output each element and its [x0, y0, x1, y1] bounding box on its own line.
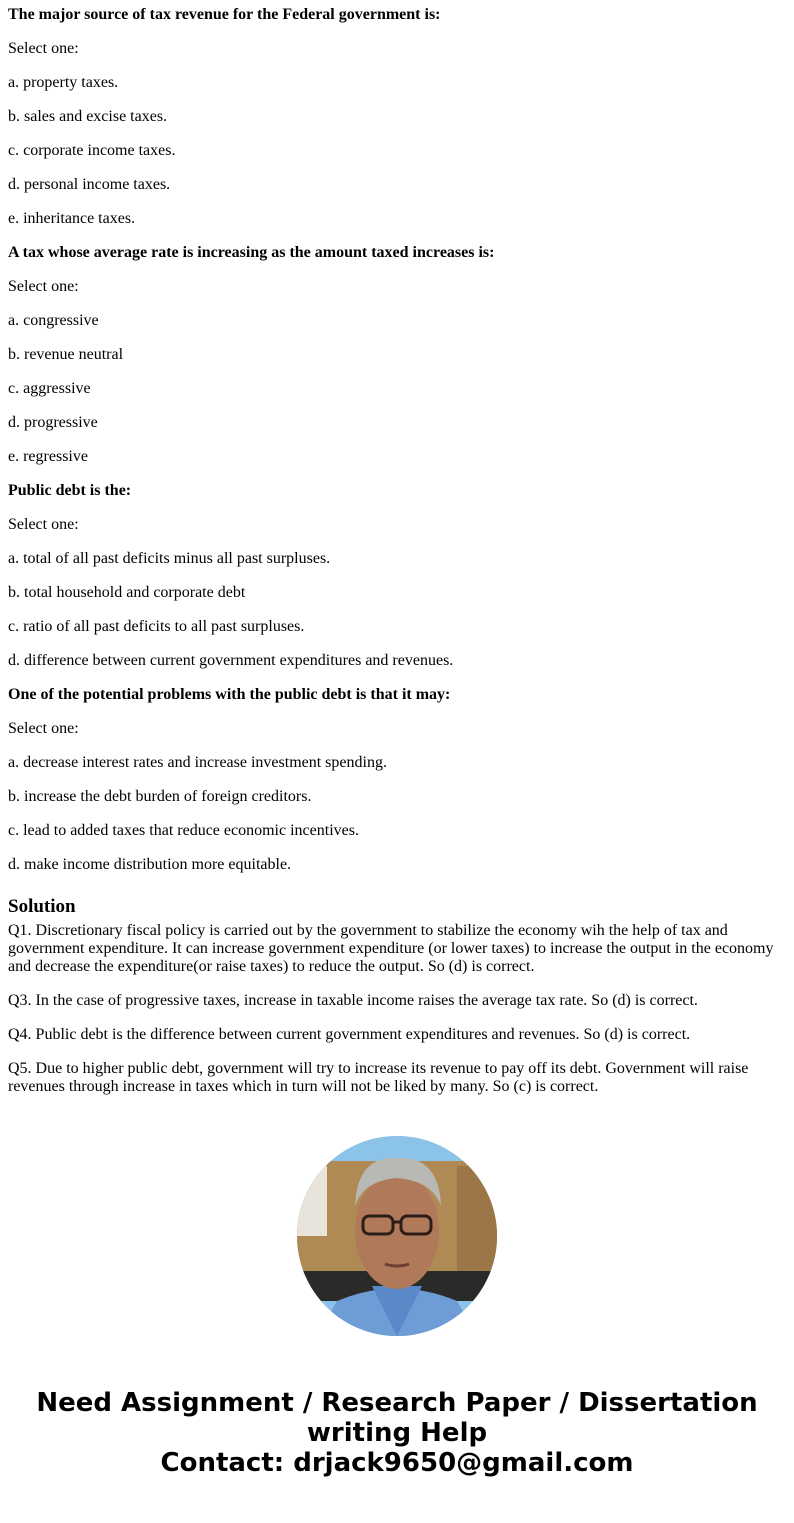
- option-row: [8, 102, 786, 136]
- option-b: b. sales and excise taxes.: [8, 108, 168, 125]
- option-row: [8, 816, 786, 850]
- author-photo: [297, 1136, 497, 1336]
- option-row: [8, 442, 786, 476]
- option-row: [8, 782, 786, 816]
- question-title-row: [8, 680, 786, 714]
- promo-line-1: Need Assignment / Research Paper / Dissertation: [36, 1388, 758, 1418]
- option-row: [8, 612, 786, 646]
- option-a: a. property taxes.: [8, 74, 119, 91]
- option-row: [8, 340, 786, 374]
- option-row: [8, 850, 786, 884]
- option-row: [8, 408, 786, 442]
- question-title: Public debt is the:: [8, 482, 132, 499]
- option-row: [8, 748, 786, 782]
- option-e: e. inheritance taxes.: [8, 210, 136, 227]
- option-row: [8, 374, 786, 408]
- select-prompt: Select one:: [8, 516, 79, 533]
- question-title: One of the potential problems with the public debt is that it may:: [8, 686, 451, 703]
- option-b: b. revenue neutral: [8, 346, 124, 363]
- solution-paragraph-q3: Q3. In the case of progressive taxes, increase in taxable income raises the average tax rate. So (d) is correct.: [8, 992, 698, 1009]
- solution-section: [8, 884, 786, 1096]
- select-prompt: Select one:: [8, 278, 79, 295]
- question-title-row: [8, 238, 786, 272]
- option-row: [8, 136, 786, 170]
- option-d: d. make income distribution more equitable.: [8, 856, 292, 873]
- option-row: [8, 544, 786, 578]
- option-row: [8, 578, 786, 612]
- question-title-row: [8, 476, 786, 510]
- select-prompt: Select one:: [8, 720, 79, 737]
- option-c: c. lead to added taxes that reduce economic incentives.: [8, 822, 359, 839]
- option-a: a. decrease interest rates and increase investment spending.: [8, 754, 387, 771]
- question-title-row: [8, 0, 786, 34]
- select-prompt-row: [8, 714, 786, 748]
- solution-paragraph-q5: Q5. Due to higher public debt, government will try to increase its revenue to pay off its debt. Government will raise revenues through increase in taxes which in turn will not be liked by many. So (c) is correct.: [8, 1060, 749, 1095]
- option-a: a. congressive: [8, 312, 99, 329]
- option-c: c. corporate income taxes.: [8, 142, 176, 159]
- option-e: e. regressive: [8, 448, 88, 465]
- option-row: [8, 68, 786, 102]
- select-prompt: Select one:: [8, 40, 79, 57]
- solution-heading: Solution: [8, 896, 76, 917]
- select-prompt-row: [8, 34, 786, 68]
- author-photo-container: [0, 1136, 794, 1336]
- option-row: [8, 306, 786, 340]
- question-title: The major source of tax revenue for the Federal government is:: [8, 6, 441, 23]
- option-row: [8, 646, 786, 680]
- option-b: b. increase the debt burden of foreign creditors.: [8, 788, 312, 805]
- option-c: c. ratio of all past deficits to all past surpluses.: [8, 618, 305, 635]
- question-3: [8, 476, 786, 680]
- promo-banner: [0, 1388, 794, 1478]
- question-title: A tax whose average rate is increasing as the amount taxed increases is:: [8, 244, 495, 261]
- option-row: [8, 204, 786, 238]
- option-b: b. total household and corporate debt: [8, 584, 246, 601]
- select-prompt-row: [8, 272, 786, 306]
- option-c: c. aggressive: [8, 380, 91, 397]
- option-a: a. total of all past deficits minus all past surpluses.: [8, 550, 331, 567]
- question-4: [8, 680, 786, 884]
- option-d: d. progressive: [8, 414, 98, 431]
- promo-contact: Contact: drjack9650@gmail.com: [160, 1448, 634, 1478]
- promo-line-2: writing Help: [306, 1418, 488, 1448]
- option-d: d. difference between current government expenditures and revenues.: [8, 652, 454, 669]
- option-d: d. personal income taxes.: [8, 176, 171, 193]
- select-prompt-row: [8, 510, 786, 544]
- question-2: [8, 238, 786, 476]
- option-row: [8, 170, 786, 204]
- solution-paragraph-q1: Q1. Discretionary fiscal policy is carried out by the government to stabilize the economy wih the help of tax and government expenditure. It can increase government expenditure (or lower taxes) to increase the output in the economy and decrease the expenditure(or raise taxes) to reduce the output. So (d) is correct.: [8, 922, 774, 975]
- question-1: [8, 0, 786, 238]
- solution-paragraph-q4: Q4. Public debt is the difference between current government expenditures and revenues. So (d) is correct.: [8, 1026, 691, 1043]
- portrait-illustration-icon: [297, 1136, 497, 1336]
